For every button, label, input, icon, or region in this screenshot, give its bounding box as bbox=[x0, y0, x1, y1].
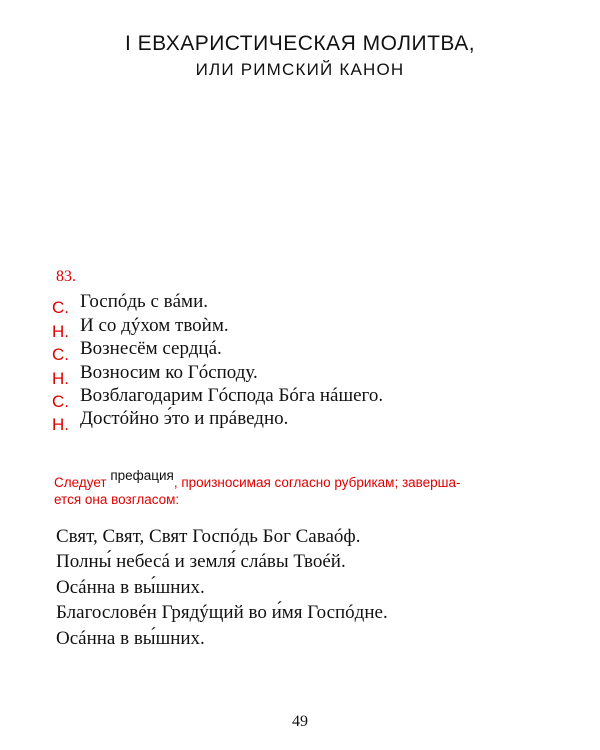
dialogue-text: Вознесём сердцá. bbox=[80, 338, 222, 360]
dialogue-text: Возносим ко Гóсподу. bbox=[80, 361, 258, 383]
page-number: 49 bbox=[292, 713, 308, 730]
dialogue-line bbox=[52, 407, 383, 435]
dialogue-text: Достóйно э́то и прáведно. bbox=[80, 408, 289, 430]
dialogue bbox=[52, 290, 384, 435]
dialogue-line bbox=[52, 360, 383, 388]
hymn-line: Благословéн Грядýщий во и́мя Госпóдне. bbox=[56, 602, 388, 624]
page-subtitle: ИЛИ РИМСКИЙ КАНОН bbox=[195, 60, 405, 79]
speaker-label: Н. bbox=[52, 368, 69, 388]
speaker-label: С. bbox=[52, 298, 69, 318]
speaker-label: Н. bbox=[52, 321, 69, 341]
page-title: I ЕВХАРИСТИЧЕСКАЯ МОЛИТВА, bbox=[124, 32, 476, 55]
speaker-label: С. bbox=[52, 345, 69, 365]
hymn-line: Осáнна в вы́шних. bbox=[56, 576, 205, 598]
section-number: 83. bbox=[56, 268, 76, 285]
rubric-text: , произносимая согласно рубрикам; заверша- bbox=[173, 475, 461, 490]
rubric-text: ется она возгласом: bbox=[54, 492, 180, 507]
rubric-text: Следует bbox=[54, 475, 107, 490]
dialogue-line bbox=[52, 313, 383, 341]
dialogue-line bbox=[52, 337, 383, 365]
rubric-instruction bbox=[54, 468, 534, 508]
hymn-line: Свят, Свят, Свят Госпóдь Бог Саваóф. bbox=[56, 526, 361, 547]
dialogue-line bbox=[52, 384, 384, 411]
dialogue-line bbox=[52, 290, 383, 318]
speaker-label: Н. bbox=[52, 415, 69, 435]
title-block bbox=[0, 30, 600, 82]
speaker-label: С. bbox=[52, 391, 69, 411]
hymn-line: Осáнна в вы́шних. bbox=[56, 627, 205, 649]
rubric-keyword: префация bbox=[110, 468, 174, 483]
hymn-line: Полны́ небесá и земля́ слáвы Твоéй. bbox=[56, 551, 346, 573]
dialogue-text: Госпóдь с вáми. bbox=[80, 291, 208, 313]
dialogue-text: Возблагодарим Гóспода Бóга нáшего. bbox=[80, 384, 384, 406]
sanctus-hymn bbox=[56, 524, 388, 651]
dialogue-text: И со дýхом твоѝм. bbox=[80, 314, 229, 336]
